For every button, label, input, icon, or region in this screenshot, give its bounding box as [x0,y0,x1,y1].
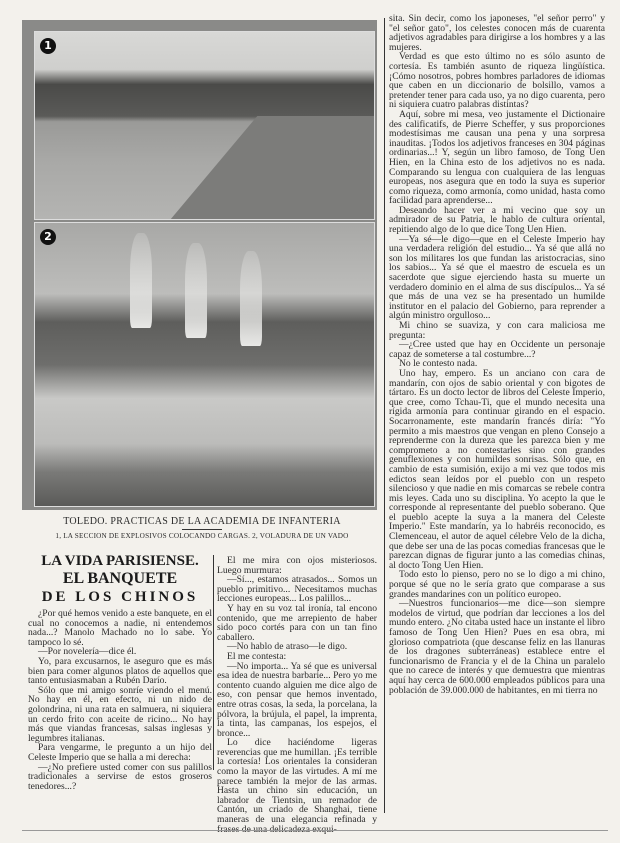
paragraph: No le contesto nada. [399,358,478,370]
photo-explosives-section [34,31,375,220]
water-explosion [185,243,207,338]
photo-captions [22,516,382,541]
column-rule [384,18,385,813]
paragraph: Aquí, sobre mi mesa, veo justamente el Dictionaire des calificatifs, de Pierre Scheffer, y sus proporciones modestísimas me causan una pena y una sorpresa inauditas. ¡Todos los adjetivos franceses en 304 páginas ordinarias...! Y, según un libro famoso, de Tong Uen Hien, en la China esto de los adjetivos no es nada. Comparando su lengua con cualquiera de las lenguas europeas, nos asegura que en todo la suya es superior como riqueza, como armonía, como unidad, hasta como facilidad para aprenderse... [389,108,605,207]
photo-ford-demolition [34,222,375,507]
paragraph: —No hablo de atraso—le digo. [227,641,348,653]
photo-caption-title: TOLEDO. PRACTICAS DE LA ACADEMIA DE INFANTERIA [63,516,341,527]
headline-line-2: EL BANQUETE [62,570,178,587]
paragraph: Uno hay, empero. Es un anciano con cara de mandarín, con ojos de sabio oriental y con bigotes de tártaro. Es un docto lector de libros del Celeste Imperio, que cree, como Tchau-Ti, que el mundo necesita una rígida armonía para continuar girando en el espacio. Socarronamente, este mandarín francés diría: "Yo permito a mis maestros que vengan en pleno Consejo a reprenderme con la dureza que les parezca bien y me comprometo a no contestarles sino con grandes genuflexiones y con humildes sonrisas. Sólo que, en cambio de esta sumisión, exijo a mi vez que todos mis edictos sean leídos por el pueblo con un respeto silencioso y que nadie en mis comarcas se rebele contra mis leyes. Cada uno su disciplina. Yo acepto la que le corresponde al representante del pueblo soberano. Que el pueblo acepte la suya a la manera del Celeste Imperio." Este mandarín, ya lo habréis reconocido, es Clemenceau, el autor de aquel célebre Velo de la dicha, que debe ser una de las pocas comedias francesas que le parezcan dignas de figurar junto a las comedias chinas, al docto Tong Uen Hien. [389,367,605,571]
paragraph: —¿No prefiere usted comer con sus palillos tradicionales a servirse de estos groseros tenedores...? [28,761,212,792]
paragraph: El me mira con ojos misteriosos. Luego murmura: [217,555,377,576]
headline-line-3: DE LOS CHINOS [41,589,199,605]
paragraph: Todo esto lo pienso, pero no se lo digo a mi chino, porque sé que no le sería grato que comparase a sus grandes mandarines con un político europeo. [389,569,605,600]
article-column-right [389,14,605,695]
photo-number-badge: 1 [40,38,56,54]
photo-number-badge: 2 [40,229,56,245]
paragraph: —Por novelería—dice él. [38,646,137,658]
paragraph: ¿Por qué hemos venido a este banquete, en el cual no conocemos a nadie, ni entendemos nada...? Manolo Machado no lo sabe. Yo tampoco lo sé. [28,608,212,648]
photo-frame [22,20,377,510]
column-rule [213,555,214,770]
photo-caption-subtitle: 1, LA SECCION DE EXPLOSIVOS COLOCANDO CARGAS. 2, VOLADURA DE UN VADO [55,532,349,540]
page-bottom-rule [22,830,608,831]
paragraph: El me contesta: [227,650,287,662]
paragraph: Deseando hacer ver a mi vecino que soy un admirador de su Patria, le hablo de cultura oriental, repitiendo algo de lo que dice Tong Uen Hien. [389,204,605,236]
paragraph: —Nuestros funcionarios—me dice—son siempre modelos de virtud, que podrían dar lecciones a los del mundo entero. ¿No citaba usted hace un instante el libro famoso de Tong Uen Hien? Pues en esa obra, mi glorioso compatriota (que descanse feliz en las llanuras de los dragones subterráneas) establece entre el funcionarismo de Francia y el de la China un paralelo que no carece de interés y que demuestra que mientras aquí hay cerca de 600.000 empleados públicos para una población de 39.000.000 de habitantes, en mi tierra no [389,598,605,696]
article-column-middle [217,556,377,834]
paragraph: Yo, para excusarnos, le aseguro que es más bien para comer algunos platos de aquellos que tanto entusiasmaban a Rubén Darío. [28,655,212,687]
paragraph: Lo dice haciéndome ligeras reverencias que me humillan. ¡Es terrible la cortesía! Los orientales la consideran como la mayor de las virtudes. A mí me parece también la mejor de las armas. Hasta un chino sin educación, un labrador de Tientsin, un remador de Cantón, un criado de Shanghai, tiene maneras de una elegancia refinada y frases de una delicadeza exqui- [217,737,377,835]
paragraph: Verdad es que esto último no es sólo asunto de cortesía. Es también asunto de riqueza lingüística. ¡Cómo nosotros, pobres hombres parladores de idiomas que caben en un diccionario de bolsillo, vamos a pretender tener para cada uso, ya no digo cuarenta, pero ni siquiera cuatro palabras distintas? [389,51,605,111]
paragraph: Para vengarme, le pregunto a un hijo del Celeste Imperio que se halla a mi derecha: [28,742,212,763]
paragraph: sita. Sin decir, como los japoneses, "el señor perro" y "el señor gato", los celestes conocen más de cuarenta adjetivos agradables para dirigirse a los hombres y a las mujeres. [389,13,605,53]
water-explosion [130,233,152,328]
paragraph: —No importa... Ya sé que es universal esa idea de nuestra barbarie... Pero yo me contento cuando alguien me dice algo de eso, con pensar que hemos inventado, entre otras cosas, la seda, la porcelana, la pólvora, la brújula, el papel, la imprenta, la tinta, las campanas, los espejos, el bronce... [217,660,377,739]
article-headline [28,552,212,606]
paragraph: —Ya sé—le digo—que en el Celeste Imperio hay una verdadera religión del estudio... Ya sé que allá no son los militares los que fundan las aristocracias, sino los sabios... Ya sé que el maestro de escuela es un sacerdote que sigue ejerciendo hasta su muerte un verdadero dominio en el alma de sus discípulos... Ya sé que más de una vez se ha presentado un humilde institutor en el palacio del Gobierno, para reprender a algún ministro orgulloso... [389,233,605,322]
caption-divider [182,529,222,530]
paragraph: —Sí..., estamos atrasados... Somos un pueblo primitivo... Necesitamos muchas lecciones europeas... Los palillos... [217,574,377,605]
paragraph: Sólo que mi amigo sonríe viendo el menú. No hay en él, en efecto, ni un nido de golondrina, ni una rata en salmuera, ni siquiera un cerdo frito con aceite de ricino... No hay más que viandas francesas, salsas inglesas y legumbres italianas. [28,684,212,744]
paragraph: Y hay en su voz tal ironía, tal encono contenido, que me arrepiento de haber sido poco cortés para con un tan fino caballero. [217,602,377,643]
article-left-block [28,552,212,791]
paragraph: Mi chino se suaviza, y con cara maliciosa me pregunta: [389,320,605,341]
article-column-left [28,609,212,791]
river-bank [171,116,375,219]
paragraph: —¿Cree usted que hay en Occidente un personaje capaz de someterse a tal costumbre...? [389,339,605,360]
water-explosion [240,251,262,346]
headline-line-1: LA VIDA PARISIENSE. [41,553,199,569]
